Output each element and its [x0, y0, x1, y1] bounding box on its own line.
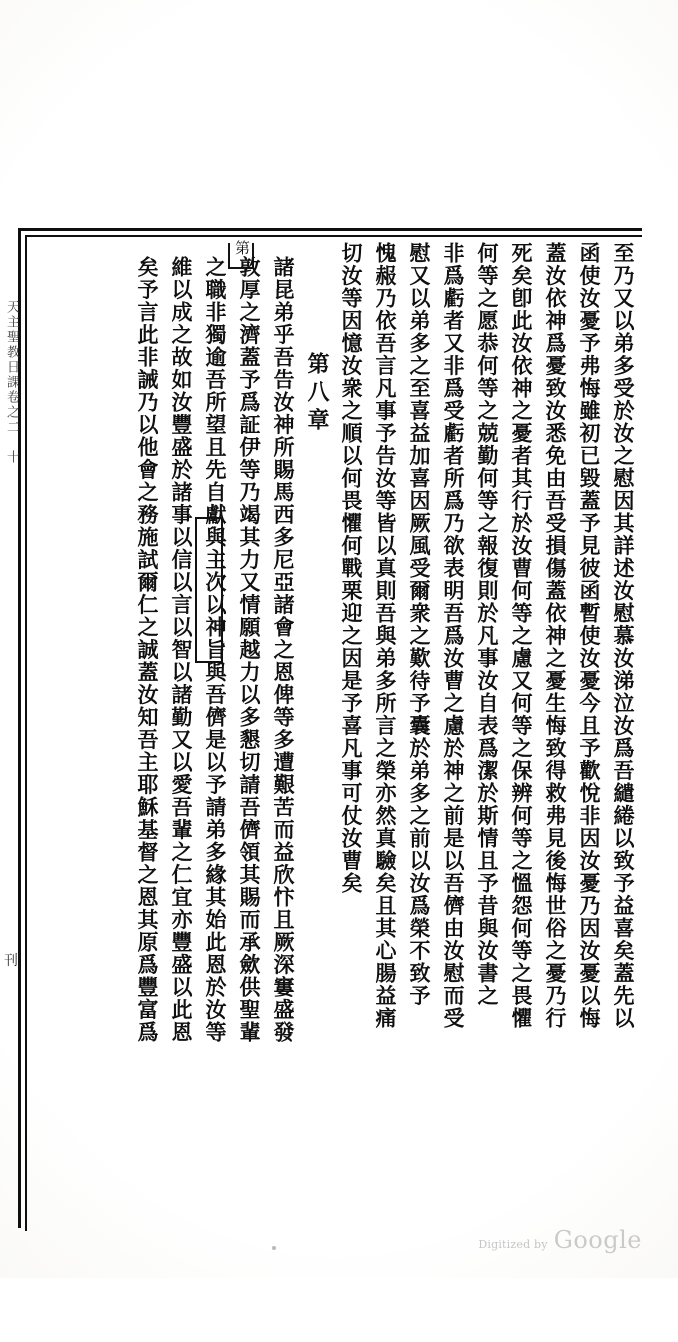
- text-column-11: 敦厚之濟蓋予爲証伊等乃竭其力又情願越力以多懇切請吾儕領其賜而承歛供聖輩: [237, 256, 262, 1044]
- chapter-heading-column: 第八章: [304, 352, 330, 436]
- text-column-8: 切汝等因憶汝衆之順以何畏懼何戰栗迎之因是予喜凡事可仗汝曹矣: [339, 242, 364, 895]
- spine-text: 天主聖教日課卷之二 十: [4, 300, 19, 465]
- text-column-13: 維以成之故如汝豐盛於諸事以信以言以智以諸勤又以愛吾輩之仁宜亦豐盛以此恩: [169, 256, 194, 1044]
- text-column-2: 蓋汝依神爲憂致汝悉免由吾受損傷蓋依神之憂生悔致得救弗見後悔世俗之憂乃行: [543, 242, 568, 1030]
- text-column-6: 慰又以弟多之至喜益加喜因厥風受爾衆之歎待予囊於弟多之前以汝爲榮不致予: [407, 242, 432, 1007]
- text-column-7: 愧赧乃依吾言凡事予告汝等皆以真則吾與弟多所言之榮亦然真驗矣且其心腸益痛: [373, 242, 398, 1030]
- text-column-3: 死矣卽此汝依神之憂者其行於汝曹何等之慮又何等之保辨何等之慍怨何等之畏懼: [509, 242, 534, 1030]
- page-dot: [272, 1246, 276, 1250]
- spine-mark: 刊: [4, 953, 18, 969]
- google-digitized-watermark: [478, 1226, 642, 1254]
- watermark-brand: Google: [553, 1226, 642, 1254]
- text-column-14: 矣予言此非誡乃以他會之務施試爾仁之誠蓋汝知吾主耶穌基督之恩其原爲豐富爲: [135, 256, 160, 1044]
- text-column-10: 諸昆弟乎吾告汝神所賜馬西多尼亞諸會之恩俾等多遭艱苦而益欣忭且厥深窶盛發: [271, 256, 296, 1044]
- text-column-1: 函使汝憂予弗悔雖初已毀蓋予見彼函暫使汝憂今且予歡悅非因汝憂乃因汝憂以悔: [577, 242, 602, 1030]
- text-column-4: 何等之愿恭何等之兢勤何等之報復則於凡事汝自表爲潔於斯情且予昔與汝書之: [475, 242, 500, 1007]
- watermark-prefix: Digitized by: [478, 1238, 548, 1251]
- vertical-text-columns: [22, 234, 636, 1224]
- banner-mark-label: 第: [233, 240, 251, 255]
- text-column-5: 非爲虧者又非爲受虧者所爲乃欲表明吾爲汝曹之慮於神之前是以吾儕由汝慰而受: [441, 242, 466, 1030]
- text-column-12: 之職非獨逾吾所望且先自獻與主次以神旨與吾儕是以予請弟多緣其始此恩於汝等: [203, 256, 228, 1044]
- text-column-0: 至乃又以弟多受於汝之慰因其詳述汝慰慕汝涕泣汝爲吾繾綣以致予益喜矣蓋先以: [611, 242, 636, 1030]
